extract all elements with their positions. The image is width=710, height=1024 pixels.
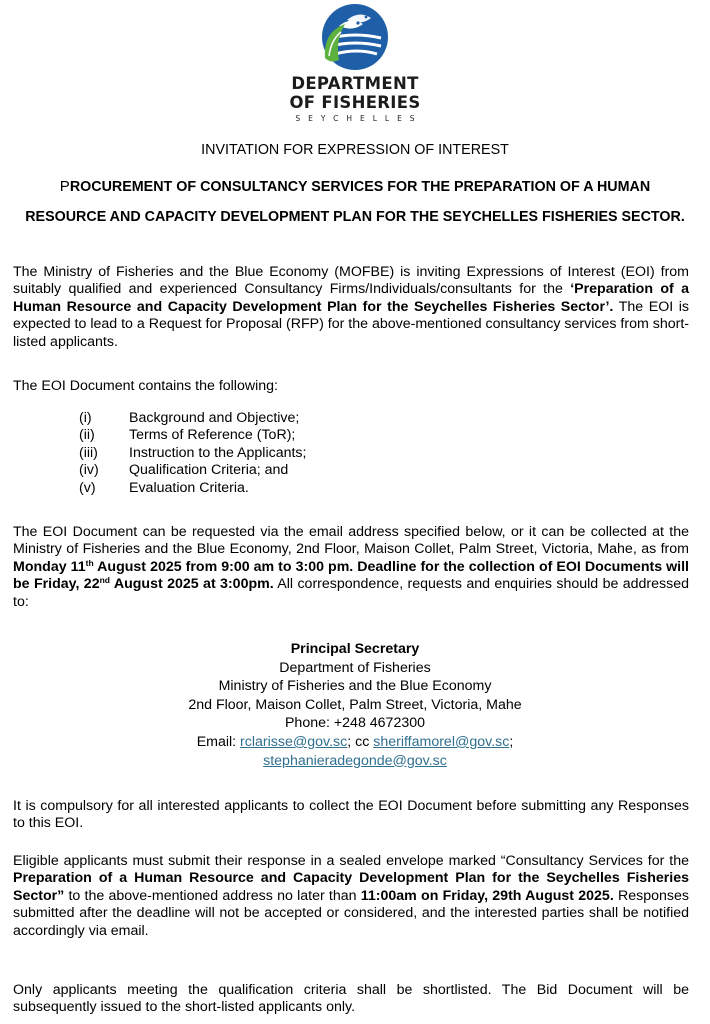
list-item-text: Background and Objective;: [129, 410, 300, 426]
shortlist-paragraph: Only applicants meeting the qualification criteria shall be shortlisted. The Bid Document will be subsequently issued to the short-listed applicants only.: [13, 982, 689, 1016]
address-line-street: 2nd Floor, Maison Collet, Palm Street, Victoria, Mahe: [188, 696, 522, 713]
email-link-stephanieradegonde[interactable]: stephanieradegonde@gov.sc: [263, 752, 447, 769]
procurement-title: [20, 172, 690, 232]
list-item-text: Terms of Reference (ToR);: [129, 427, 296, 444]
org-name-line1: DEPARTMENT: [291, 74, 419, 93]
address-email-line: [0, 733, 710, 752]
list-item-number: (iv): [79, 462, 99, 479]
submission-paragraph: [13, 853, 689, 940]
collection-deadline: August 2025 from 9:00 am to 3:00 pm. Deadline for the collection of EOI Documents will be Friday, 22: [13, 558, 689, 593]
email-end: ;: [509, 733, 514, 750]
list-intro: The EOI Document contains the following:: [13, 378, 278, 394]
submission-text-3: Responses submitted after the deadline will not be accepted or considered, and the interested parties shall be notified accordingly via email.: [13, 887, 689, 939]
list-item-number: (i): [79, 410, 92, 426]
invitation-heading: INVITATION FOR EXPRESSION OF INTEREST: [201, 142, 509, 158]
list-item-text: Evaluation Criteria.: [129, 479, 249, 496]
compulsory-paragraph: It is compulsory for all interested applicants to collect the EOI Document before submitting any Responses to this EOI.: [13, 798, 689, 832]
list-item-number: (ii): [79, 427, 95, 444]
list-item-number: (v): [79, 479, 96, 496]
intro-paragraph: [13, 264, 689, 351]
list-item: [79, 410, 306, 427]
submission-text-1: Eligible applicants must submit their response in a sealed envelope marked “Consultancy Services for the: [13, 853, 689, 869]
header-logo: [0, 2, 710, 123]
collection-text-1: The EOI Document can be requested via the email address specified below, or it can be collected at the Ministry of Fisheries and the Blue Economy, 2nd Floor, Maison Collet, Palm Street, Victoria, Mahe, as from: [13, 524, 689, 558]
title-first-letter: P: [59, 178, 70, 195]
fisheries-emblem-icon: [317, 2, 393, 74]
email-label: Email:: [196, 733, 241, 750]
email-link-rclarisse[interactable]: rclarisse@gov.sc: [240, 733, 348, 750]
intro-bold-title: ‘Preparation of a Human Resource and Capacity Development Plan for the Seychelles Fisheries Sector’.: [13, 281, 690, 315]
address-line-department: Department of Fisheries: [279, 659, 431, 676]
email-link-sheriffamorel[interactable]: sheriffamorel@gov.sc: [373, 733, 510, 750]
email-separator: ; cc: [347, 733, 374, 750]
list-item-text: Qualification Criteria; and: [129, 462, 289, 479]
collection-sup-th: th: [85, 557, 94, 568]
collection-text-2: All correspondence, requests and enquiries should be addressed to:: [13, 576, 689, 610]
list-item: [79, 427, 306, 444]
collection-paragraph: [13, 524, 689, 611]
collection-date-start: Monday 11: [13, 558, 86, 575]
collection-deadline-end: August 2025 at 3:00pm.: [109, 576, 274, 593]
intro-text-1: The Ministry of Fisheries and the Blue Economy (MOFBE) is inviting Expressions of Interest (EOI) from suitably qualified and experienced Consultancy Firms/Individuals/consultants for the: [13, 264, 689, 298]
intro-text-2: The EOI is expected to lead to a Request for Proposal (RFP) for the above-mentioned consultancy services from short-listed applicants.: [13, 298, 689, 350]
list-item-text: Instruction to the Applicants;: [129, 444, 307, 461]
title-rest: ROCUREMENT OF CONSULTANCY SERVICES FOR THE PREPARATION OF A HUMAN RESOURCE AND CAPACITY DEVELOPMENT PLAN FOR THE SEYCHELLES FISHERIES SECTOR.: [25, 179, 685, 225]
submission-deadline: 11:00am on Friday, 29th August 2025.: [360, 887, 614, 904]
address-phone: Phone: +248 4672300: [284, 715, 426, 732]
submission-text-2: to the above-mentioned address no later than: [64, 887, 361, 904]
collection-sup-nd: nd: [99, 575, 110, 586]
contact-address-block: [0, 640, 710, 770]
org-country: SEYCHELLES: [295, 114, 423, 123]
contents-list: [79, 410, 306, 497]
submission-bold-title: Preparation of a Human Resource and Capacity Development Plan for the Seychelles Fisheries Sector”: [13, 870, 689, 904]
address-line-ministry: Ministry of Fisheries and the Blue Economy: [218, 678, 492, 695]
list-item: [79, 445, 306, 462]
list-item: [79, 480, 306, 497]
list-item: [79, 462, 306, 479]
address-title: Principal Secretary: [290, 641, 420, 657]
org-name-line2: OF FISHERIES: [289, 93, 421, 112]
list-item-number: (iii): [79, 444, 98, 461]
